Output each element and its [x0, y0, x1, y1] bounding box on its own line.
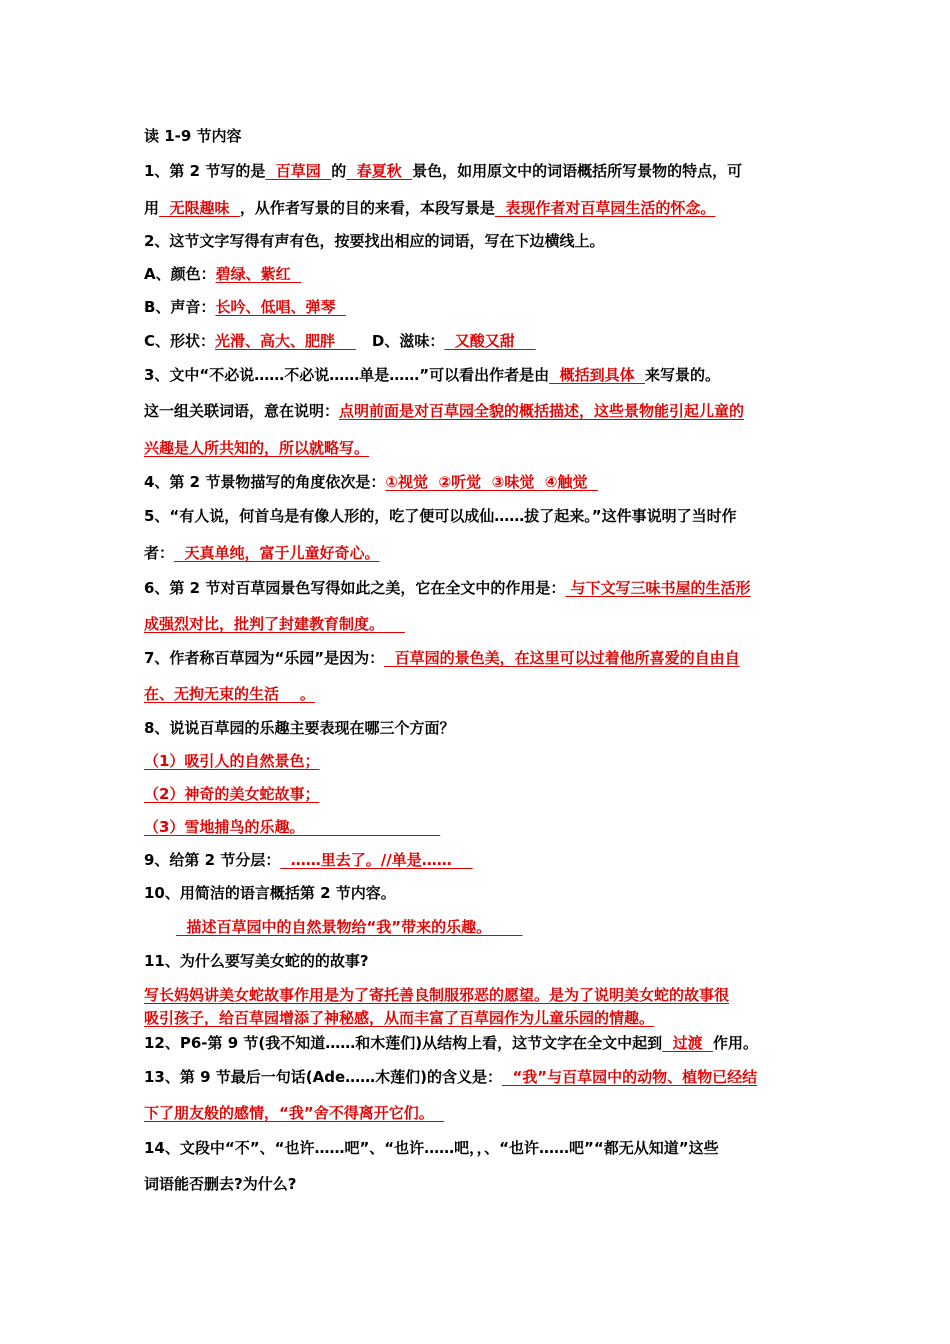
question-2: 2、这节文字写得有声有色，按要找出相应的词语，写在下边横线上。 [144, 232, 605, 250]
answer-blank: （2）神奇的美女蛇故事； [144, 785, 320, 803]
question-1-line-1: 1、第 2 节写的是 百草园 的 春夏秋 景色，如用原文中的词语概括所写景物的特点，可 [144, 162, 743, 180]
answer-blank: （3）雪地捕鸟的乐趣。 [144, 818, 441, 836]
answer-blank: 概括到具体 [549, 366, 646, 384]
question-2-item-b: B、声音：长吟、低唱、弹琴 [144, 298, 346, 316]
question-13-line-1: 13、第 9 节最后一句话(Ade……木莲们)的含义是： “我”与百草园中的动物、植物已经结 [144, 1068, 758, 1086]
question-10-answer [176, 916, 523, 938]
question-1-line-2: 用 无限趣味 ，从作者写景的目的来看，本段写景是 表现作者对百草园生活的怀念。 [144, 199, 716, 217]
section-heading: 读 1-9 节内容 [144, 127, 242, 145]
answer-blank: 碧绿、紫红 [215, 265, 302, 283]
answer-blank: ……里去了。//单是…… [280, 851, 473, 869]
question-12: 12、P6-第 9 节(我不知道……和木莲们)从结构上看，这节文字在全文中起到 过渡 作用。 [144, 1034, 759, 1052]
question-2-item-a: A、颜色：碧绿、紫红 [144, 265, 302, 283]
answer-blank: 光滑、高大、肥胖 [215, 332, 356, 350]
question-5-line-2: 者： 天真单纯，富于儿童好奇心。 [144, 544, 380, 562]
question-4: 4、第 2 节景物描写的角度依次是：①视觉 ②听觉 ③味觉 ④触觉 [144, 473, 598, 491]
answer-blank: 天真单纯，富于儿童好奇心。 [174, 544, 380, 562]
question-9: 9、给第 2 节分层： ……里去了。//单是…… [144, 851, 473, 869]
answer-blank: 无限趣味 [159, 199, 240, 217]
answer-blank: 过渡 [662, 1034, 714, 1052]
answer-blank: 又酸又甜 [444, 332, 536, 350]
answer-blank: 描述百草园中的自然景物给“我”带来的乐趣。 [176, 918, 523, 936]
question-6-line-1: 6、第 2 节对百草园景色写得如此之美，它在全文中的作用是： 与下文写三味书屋的生活形 [144, 579, 751, 597]
question-3-line-3 [144, 437, 369, 459]
answer-blank: 写长妈妈讲美女蛇故事作用是为了寄托善良制服邪恶的愿望。是为了说明美女蛇的故事很 [144, 986, 730, 1004]
question-14-line-2: 词语能否删去?为什么? [144, 1175, 297, 1193]
answer-blank: 吸引孩子，给百草园增添了神秘感，从而丰富了百草园作为儿童乐园的情趣。 [144, 1009, 655, 1027]
question-8: 8、说说百草园的乐趣主要表现在哪三个方面？ [144, 719, 455, 737]
answer-blank: 与下文写三味书屋的生活形 [565, 579, 751, 597]
answer-blank: 长吟、低唱、弹琴 [215, 298, 346, 316]
answer-blank: 兴趣是人所共知的，所以就略写。 [144, 439, 370, 457]
question-13-line-2 [144, 1102, 444, 1124]
answer-blank: 下了朋友般的感情，“我”舍不得离开它们。 [144, 1104, 445, 1122]
question-11-answer-line-2 [144, 1007, 654, 1029]
question-5-line-1: 5、“有人说，何首乌是有像人形的，吃了便可以成仙……拔了起来。”这件事说明了当时作 [144, 507, 737, 525]
answer-blank: 春夏秋 [346, 162, 413, 180]
question-14-line-1: 14、文段中“不”、“也许……吧”、“也许……吧，，、“也许……吧”“都无从知道”这些 [144, 1139, 719, 1157]
answer-blank: （1）吸引人的自然景色； [144, 752, 320, 770]
answer-blank: 在、无拘无束的生活 。 [144, 685, 315, 703]
question-11-answer-line-1 [144, 984, 729, 1006]
question-8-item-3 [144, 816, 440, 838]
question-7-line-2 [144, 683, 315, 705]
answer-blank: 百草园的景色美，在这里可以过着他所喜爱的自由自 [384, 649, 740, 667]
question-8-item-2 [144, 783, 319, 805]
answer-blank: 成强烈对比，批判了封建教育制度。 [144, 615, 405, 633]
question-3-line-2: 这一组关联词语，意在说明：点明前面是对百草园全貌的概括描述，这些景物能引起儿童的 [144, 402, 745, 420]
question-11: 11、为什么要写美女蛇的的故事? [144, 952, 369, 970]
answer-blank: 百草园 [265, 162, 332, 180]
question-2-item-cd: C、形状：光滑、高大、肥胖 D、滋味： 又酸又甜 [144, 332, 536, 350]
answer-blank: 表现作者对百草园生活的怀念。 [494, 199, 716, 217]
question-7-line-1: 7、作者称百草园为“乐园”是因为： 百草园的景色美，在这里可以过着他所喜爱的自由自 [144, 649, 740, 667]
question-3-line-1: 3、文中“不必说……不必说……单是……”可以看出作者是由 概括到具体 来写景的。 [144, 366, 721, 384]
answer-blank: 点明前面是对百草园全貌的概括描述，这些景物能引起儿童的 [339, 402, 745, 420]
question-8-item-1 [144, 750, 319, 772]
answer-blank: ①视觉 ②听觉 ③味觉 ④触觉 [385, 473, 598, 491]
question-10: 10、用简洁的语言概括第 2 节内容。 [144, 884, 396, 902]
answer-blank: “我”与百草园中的动物、植物已经结 [502, 1068, 758, 1086]
question-6-line-2 [144, 613, 405, 635]
